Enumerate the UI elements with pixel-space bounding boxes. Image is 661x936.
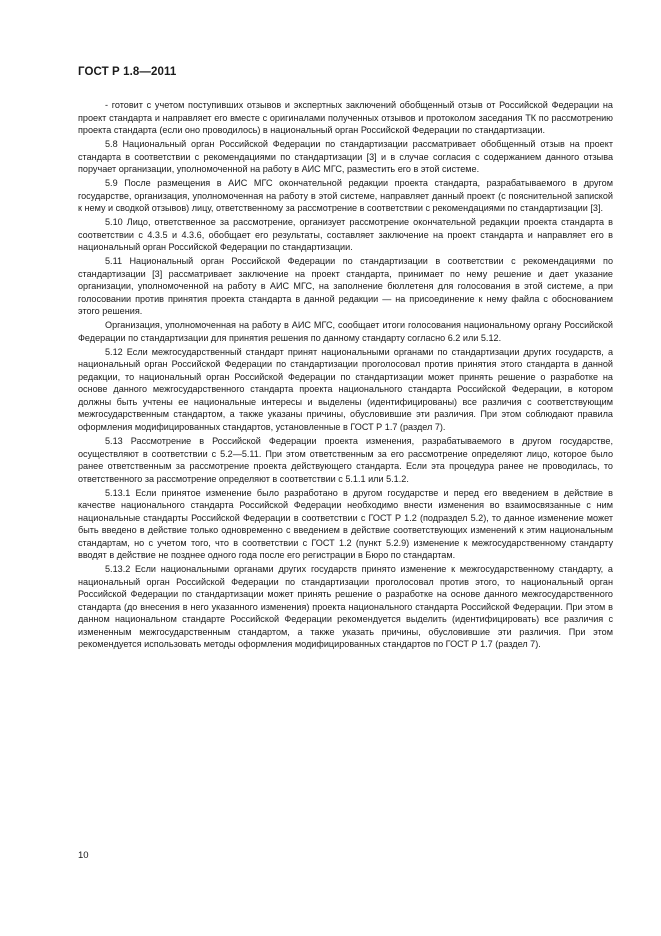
paragraph-5-11: 5.11 Национальный орган Российской Федерации по стандартизации в соответствии с рекомендациями по стандартизации [3] рассматривает заключение на проект стандарта, принимает по нему решение и дает указание организации, уполномоченной на работу в АИС МГС, на заполнение бюллетеня для голосования в этой системе, а при голосовании против принятия проекта стандарта в данной редакции — на присоединение к нему файла с обоснованием этого решения.: [78, 256, 613, 317]
paragraph-5-12: 5.12 Если межгосударственный стандарт принят национальными органами по стандартизации других государств, а национальный орган Российской Федерации по стандартизации проголосовал против принятия этого стандарта в данной редакции, то национальный орган Российской Федерации по стандартизации может принять решение о разработке на основе данного межгосударственного стандарта проекта национального стандарта Российской Федерации, в котором должны быть учтены ее национальные интересы и выделены (идентифицированы) все различия с соответствующим межгосударственным стандартом, а также указаны причины, обусловившие эти различия. При этом соблюдают правила оформления модифицированных стандартов, установленные в ГОСТ Р 1.7 (раздел 7).: [78, 346, 613, 433]
paragraph-5-9: 5.9 После размещения в АИС МГС окончательной редакции проекта стандарта, разрабатываемого в другом государстве, организация, уполномоченная на работу в этой системе, направляет данный проект (с пояснительной запиской к нему и сводкой отзывов) лицу, ответственному за рассмотрение в соответствии с рекомендациями по стандартизации [3].: [78, 178, 613, 214]
paragraph-5-10: 5.10 Лицо, ответственное за рассмотрение, организует рассмотрение окончательной редакции проекта стандарта в соответствии с 4.3.5 и 4.3.6, обобщает его результаты, составляет заключение на проект стандарта и направляет его в национальный орган Российской Федерации по стандартизации.: [78, 217, 613, 253]
paragraph-5-7-bullet: - готовит с учетом поступивших отзывов и экспертных заключений обобщенный отзыв от Российской Федерации на проект стандарта и направляет его вместе с оригиналами полученных отзывов и протоколом заседания ТК по рассмотрению проекта стандарта (если оно проводилось) в национальный орган Российской Федерации по стандартизации.: [78, 100, 613, 136]
document-header: ГОСТ Р 1.8—2011: [78, 66, 177, 78]
paragraph-5-11-continued: Организация, уполномоченная на работу в АИС МГС, сообщает итоги голосования национальному органу Российской Федерации по стандартизации для принятия решения по данному стандарту согласно 6.2 или 5.12.: [78, 320, 613, 343]
paragraph-5-13: 5.13 Рассмотрение в Российской Федерации проекта изменения, разрабатываемого в другом государстве, осуществляют в соответствии с 5.2—5.11. При этом ответственным за его рассмотрение определяют лицо, которое было ранее ответственным за рассмотрение проекта действующего стандарта. Если эта процедура ранее не проводилась, то ответственного за рассмотрение определяют в соответствии с 5.1.1 или 5.1.2.: [78, 435, 613, 484]
paragraph-5-13-2: 5.13.2 Если национальными органами других государств принято изменение к межгосударственному стандарту, а национальный орган Российской Федерации по стандартизации проголосовал против этого, то национальный орган Российской Федерации по стандартизации может принять решение о разработке на основе данного межгосударственного стандарта (до внесения в него указанного изменения) проекта национального стандарта Российской Федерации. При этом в данном национальном стандарте Российской Федерации рекомендуется выделить (идентифицировать) все различия с измененным межгосударственным стандартом, а также указать причины, обусловившие эти различия. При этом рекомендуется использовать методы оформления модифицированных стандартов по ГОСТ Р 1.7 (раздел 7).: [78, 564, 613, 650]
paragraph-5-13-1: 5.13.1 Если принятое изменение было разработано в другом государстве и перед его введением в действие в качестве национального стандарта Российской Федерации необходимо внести изменения во взаимосвязанные с ним национальные стандарты Российской Федерации в соответствии с ГОСТ Р 1.2 (подраздел 5.2), то данное изменение может быть введено в действие только одновременно с введением в действие соответствующих изменений к этим национальным стандартам, но с учетом того, что в соответствии с ГОСТ 1.2 (пункт 5.2.9) изменение к межгосударственному стандарту вводят в действие не позднее одного года после его регистрации в Бюро по стандартам.: [78, 487, 613, 561]
page-number: 10: [78, 850, 89, 861]
document-body: [78, 99, 613, 652]
paragraph-5-8: 5.8 Национальный орган Российской Федерации по стандартизации рассматривает обобщенный отзыв на проект стандарта в соответствии с рекомендациями по стандартизации [3] и в случае согласия с содержанием данного отзыва поручает организации, уполномоченной на работу в АИС МГС, разместить его в этой системе.: [78, 139, 613, 175]
